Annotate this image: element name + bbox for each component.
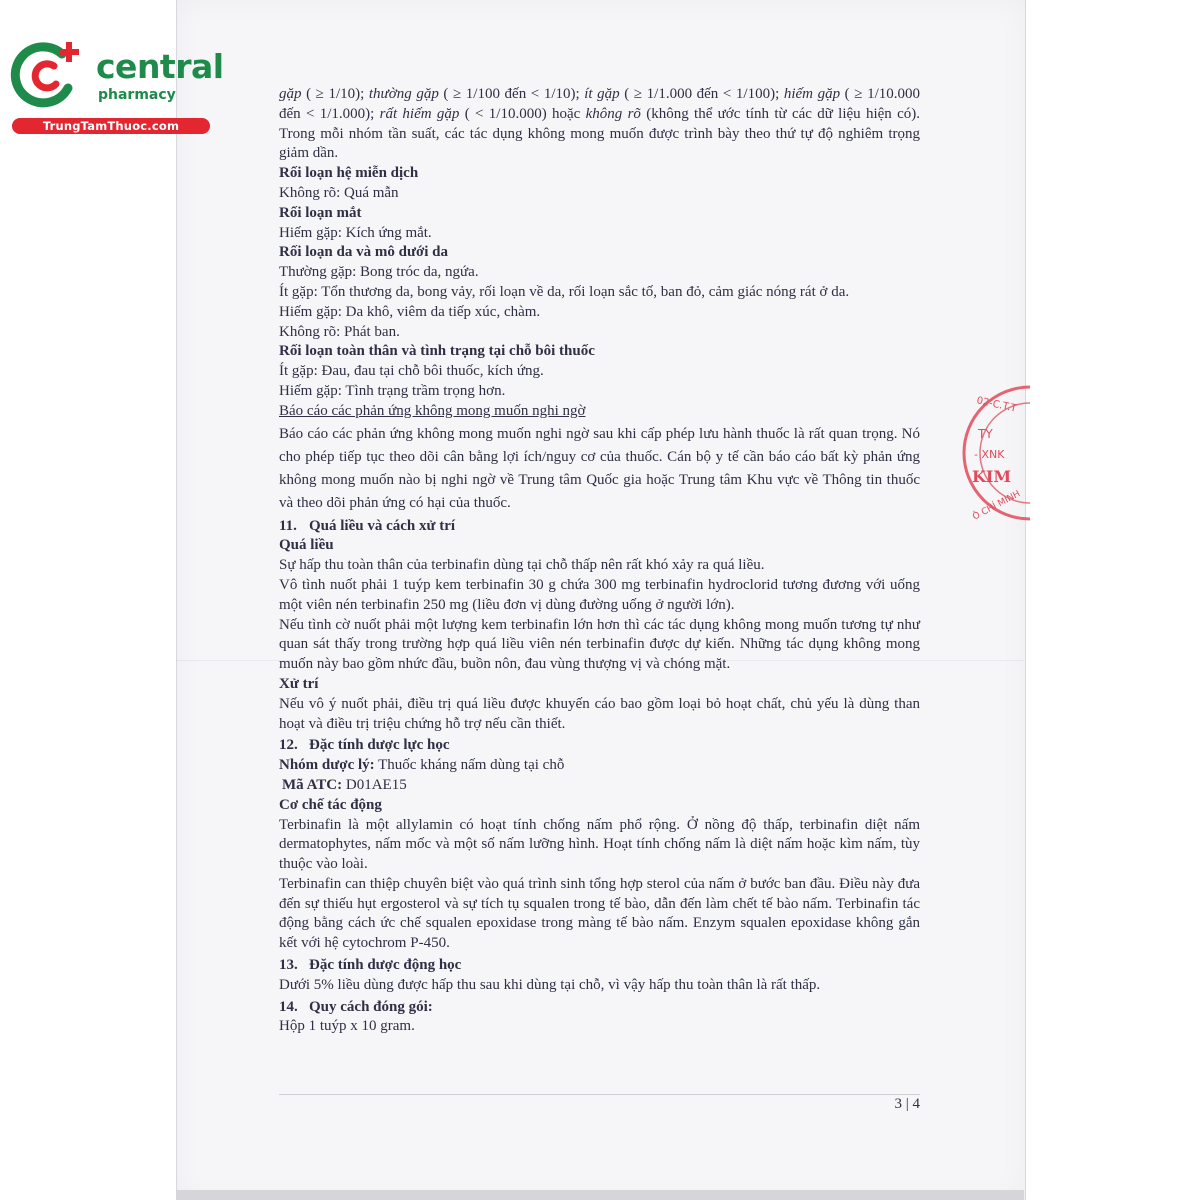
text-skin-4: Không rõ: Phát ban. — [279, 323, 400, 340]
svg-text:02-C.T.T: 02-C.T.T — [975, 395, 1018, 415]
text-pharm-group — [279, 756, 920, 776]
page-number: 3 | 4 — [894, 1096, 920, 1112]
heading-report-adverse: Báo cáo các phản ứng không mong muốn nghi ngờ — [279, 402, 586, 419]
frequency-term: gặp — [279, 86, 302, 102]
footer-divider — [279, 1094, 920, 1095]
section-14-heading — [279, 998, 920, 1018]
text-overdose-2: Vô tình nuốt phải 1 tuýp kem terbinafin 30 g chứa 300 mg terbinafin hydroclorid tương đương với uống một viên nén terbinafin 250 mg (liều đơn vị dùng đường uống ở người lớn). — [279, 576, 920, 613]
heading-immune-disorders: Rối loạn hệ miễn dịch — [279, 165, 419, 182]
text-mechanism-1: Terbinafin là một allylamin có hoạt tính chống nấm phổ rộng. Ở nồng độ thấp, terbinafin diệt nấm dermatophytes, nấm mốc và một số nấm lưỡng hình. Hoạt tính chống nấm là diệt nấm hoặc kìm nấm, tùy thuộc vào loài. — [279, 816, 920, 873]
section-13-heading — [279, 956, 920, 976]
text-packaging-1: Hộp 1 tuýp x 10 gram. — [279, 1018, 415, 1035]
frequency-text: ( ≥ 1/1.000 đến < 1/100); — [619, 86, 784, 102]
text-skin-1: Thường gặp: Bong tróc da, ngứa. — [279, 264, 479, 281]
left-margin-band — [0, 0, 176, 1200]
section-title: Đặc tính dược lực học — [309, 737, 450, 754]
atc-value: D01AE15 — [342, 776, 407, 793]
frequency-term: ít gặp — [584, 86, 620, 102]
text-eye-1: Hiếm gặp: Kích ứng mắt. — [279, 224, 432, 241]
logo-wordmark: central — [96, 47, 224, 86]
pharmacy-c-cross-icon — [10, 36, 90, 116]
frequency-term: thường gặp — [368, 86, 439, 102]
company-seal-stamp — [960, 378, 1030, 528]
section-12-heading — [279, 736, 920, 756]
section-title: Đặc tính dược động học — [309, 957, 462, 974]
text-immune-1: Không rõ: Quá mẫn — [279, 184, 399, 201]
heading-mechanism: Cơ chế tác động — [279, 796, 382, 813]
atc-label: Mã ATC: — [282, 776, 343, 793]
logo-subtitle: pharmacy — [98, 87, 176, 103]
frequency-text: (không thể ước tính từ các dữ liệu hiện có). Trong mỗi nhóm tần suất, các tác dụng không mong muốn được trình bày theo thứ tự độ nghiêm trọng giảm dần. — [279, 105, 920, 162]
section-number: 11. — [279, 517, 297, 534]
pharm-group-value: Thuốc kháng nấm dùng tại chỗ — [374, 757, 565, 774]
section-number: 14. — [279, 998, 298, 1015]
pharm-group-label: Nhóm dược lý: — [279, 757, 375, 774]
text-skin-3: Hiếm gặp: Da khô, viêm da tiếp xúc, chàm. — [279, 303, 541, 320]
text-general-2: Hiếm gặp: Tình trạng trầm trọng hơn. — [279, 382, 506, 399]
text-overdose-1: Sự hấp thu toàn thân của terbinafin dùng tại chỗ thấp nên rất khó xảy ra quá liều. — [279, 557, 765, 574]
heading-eye-disorders: Rối loạn mắt — [279, 204, 362, 221]
document-content — [279, 85, 920, 1037]
section-title: Quá liều và cách xử trí — [309, 517, 456, 534]
section-number: 12. — [279, 737, 298, 754]
heading-skin-disorders: Rối loạn da và mô dưới da — [279, 244, 449, 261]
text-overdose-3: Nếu tình cờ nuốt phải một lượng kem terbinafin lớn hơn thì các tác dụng không mong muốn tương tự như quan sát thấy trong trường hợp quá liều viên nén terbinafin được dự kiến. Những tác dụng không mong muốn này bao gồm nhức đầu, buồn nôn, đau vùng thượng vị và chóng mặt. — [279, 616, 920, 673]
section-11-heading — [279, 517, 920, 537]
heading-treatment: Xử trí — [279, 675, 319, 692]
right-margin-band — [1024, 0, 1200, 1200]
text-report-body: Báo cáo các phản ứng không mong muốn nghi ngờ sau khi cấp phép lưu hành thuốc là rất quan trọng. Nó cho phép tiếp tục theo dõi cân bằng lợi ích/nguy cơ của thuốc. Cán bộ y tế cần báo cáo bất kỳ phản ứng không mong muốn nào bị nghi ngờ về Trung tâm Quốc gia hoặc Trung tâm Khu vực về Thông tin thuốc và theo dõi phản ứng có hại của thuốc. — [279, 425, 920, 511]
frequency-text: ( ≥ 1/10.000 đến < 1/1.000); — [279, 86, 920, 122]
page-bottom-edge — [176, 1190, 1024, 1200]
logo-website-badge: TrungTamThuoc.com — [12, 118, 210, 134]
svg-text:Ô CHÍ MINH: Ô CHÍ MINH — [971, 489, 1023, 523]
seal-stamp-graphic — [960, 378, 1030, 528]
section-number: 13. — [279, 957, 298, 974]
text-skin-2: Ít gặp: Tổn thương da, bong vảy, rối loạn về da, rối loạn sắc tố, ban đỏ, cảm giác nóng rát ở da. — [279, 283, 850, 300]
section-title: Quy cách đóng gói: — [309, 998, 433, 1015]
frequency-term: hiếm gặp — [783, 86, 841, 102]
text-atc-code — [279, 776, 920, 796]
frequency-text: ( ≥ 1/10); — [301, 86, 369, 102]
text-general-1: Ít gặp: Đau, đau tại chỗ bôi thuốc, kích ứng. — [279, 363, 544, 380]
frequency-term: rất hiếm gặp — [379, 105, 460, 122]
heading-general-disorders: Rối loạn toàn thân và tình trạng tại chỗ bôi thuốc — [279, 343, 595, 360]
text-pharmacokinetics-1: Dưới 5% liều dùng được hấp thu sau khi dùng tại chỗ, vì vậy hấp thu toàn thân là rất thấp. — [279, 976, 821, 993]
frequency-text: ( ≥ 1/100 đến < 1/10); — [438, 86, 585, 102]
frequency-term: không rõ — [585, 105, 641, 122]
text-mechanism-2: Terbinafin can thiệp chuyên biệt vào quá trình sinh tổng hợp sterol của nấm ở bước ban đầu. Điều này đưa đến sự thiếu hụt ergosterol và sự tích tụ squalen trong tế bào, dẫn đến làm chết tế bào nấm. Terbinafin tác động bằng cách ức chế squalen epoxidase trong màng tế bào nấm. Enzym squalen epoxidase không gắn kết với hệ cytochrom P-450. — [279, 875, 920, 952]
svg-text:- XNK: - XNK — [974, 448, 1005, 461]
text-treatment-1: Nếu vô ý nuốt phải, điều trị quá liều được khuyến cáo bao gồm loại bỏ hoạt chất, chủ yếu là dùng than hoạt và điều trị triệu chứng hỗ trợ nếu cần thiết. — [279, 695, 920, 732]
svg-text:TY: TY — [978, 427, 993, 441]
svg-text:KIM: KIM — [972, 467, 1012, 486]
central-pharmacy-logo — [10, 36, 224, 136]
heading-overdose: Quá liều — [279, 537, 334, 554]
frequency-text: ( < 1/10.000) hoặc — [459, 105, 586, 122]
frequency-intro-paragraph — [279, 85, 920, 164]
